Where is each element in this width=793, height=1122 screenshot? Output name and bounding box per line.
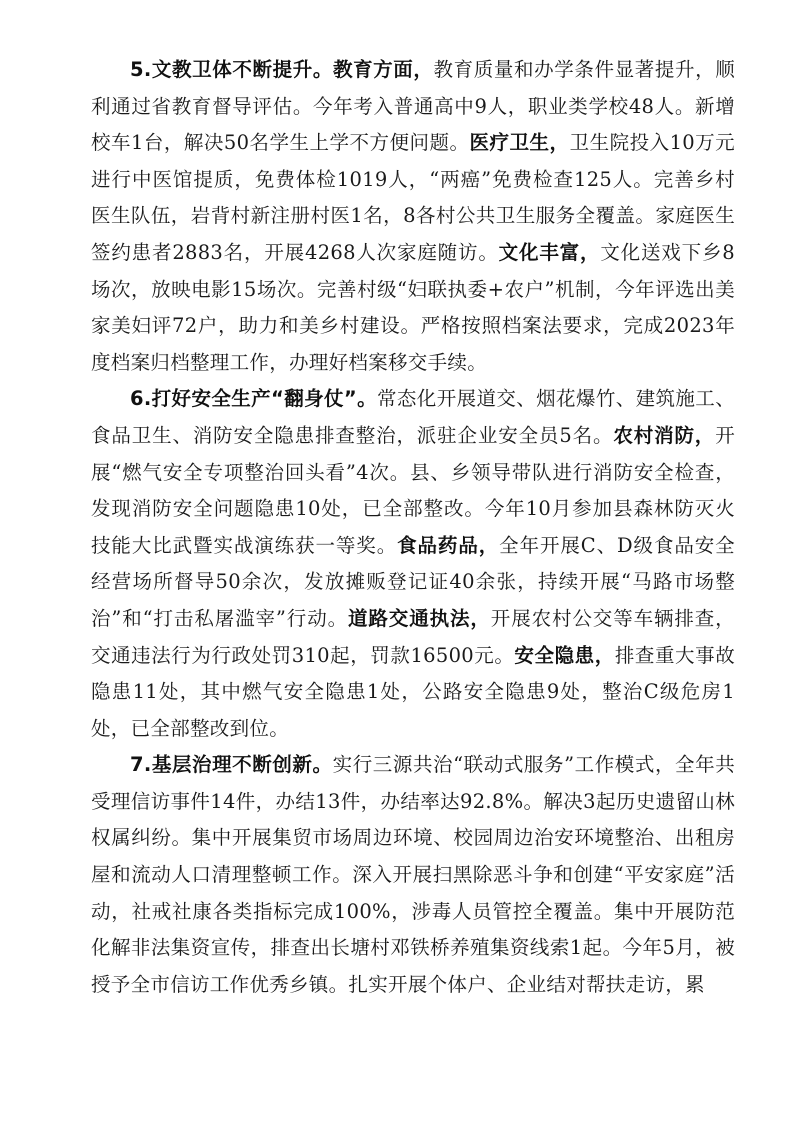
subheading-food-drug: 食品药品， [397,533,500,557]
paragraph-text: 实行三源共治“联动式服务”工作模式，全年共受理信访事件14件，办结13件，办结率达92.8%。解决3起历史遗留山林权属纠纷。集中开展集贸市场周边环境、校园周边治安环境整治、出租房屋和流动人口清理整顿工作。深入开展扫黑除恶斗争和创建“平安家庭”活动，社戒社康各类指标完成100%，涉毒人员管控全覆盖。集中开展防范化解非法集资宣传，排查出长塘村邓铁桥养殖集资线索1起。今年5月，被授予全市信访工作优秀乡镇。扎实开展个体户、企业结对帮扶走访，累 [91,753,735,996]
paragraph-text: 开展农村公交等车辆排查，交通违法行为行政处罚310起，罚款16500元。 [91,606,735,667]
paragraph-text: 文化送戏下乡8场次，放映电影15场次。完善村级“妇联执委+农户”机制，今年评选出美家美妇评72户，助力和美乡村建设。严格按照档案法要求，完成2023年度档案归档整理工作，办理好档案移交手续。 [91,240,735,374]
heading-culture-education: 5.文教卫体不断提升。教育方面， [130,58,434,81]
heading-governance: 7.基层治理不断创新。 [130,753,333,777]
paragraph-text: 排查重大事故隐患11处，其中燃气安全隐患1处，公路安全隐患9处，整治C级危房1处，已全部整改到位。 [91,643,735,740]
subheading-traffic: 道路交通执法， [348,606,491,630]
paragraph-text: 常态化开展道交、烟花爆竹、建筑施工、食品卫生、消防安全隐患排查整治，派驻企业安全员5名。 [91,387,735,447]
heading-safety: 6.打好安全生产“翻身仗”。 [130,387,378,411]
document-body [91,52,735,1003]
paragraph-text: 全年开展C、D级食品安全经营场所督导50余次，发放摊贩登记证40余张，持续开展“马路市场整治”和“打击私屠滥宰”行动。 [91,533,735,630]
paragraph-text: 教育质量和办学条件显著提升，顺利通过省教育督导评估。今年考入普通高中9人，职业类学校48人。新增校车1台，解决50名学生上学不方便问题。 [91,58,735,155]
subheading-culture: 文化丰富， [498,240,601,264]
paragraph-safety-production [91,381,735,747]
paragraph-grassroots-governance [91,747,735,1003]
subheading-medical: 医疗卫生， [469,131,570,155]
subheading-hazards: 安全隐患， [514,643,615,667]
subheading-fire: 农村消防， [613,423,716,447]
paragraph-text: 卫生院投入10万元进行中医馆提质，免费体检1019人，“两癌”免费检查125人。完善乡村医生队伍，岩背村新注册村医1名，8各村公共卫生服务全覆盖。家庭医生签约患者2883名，开展4268人次家庭随访。 [91,131,735,264]
paragraph-culture-education-health [91,52,735,381]
paragraph-text: 开展“燃气安全专项整治回头看”4次。县、乡领导带队进行消防安全检查，发现消防安全问题隐患10处，已全部整改。今年10月参加县森林防灭火技能大比武暨实战演练获一等奖。 [91,423,735,557]
